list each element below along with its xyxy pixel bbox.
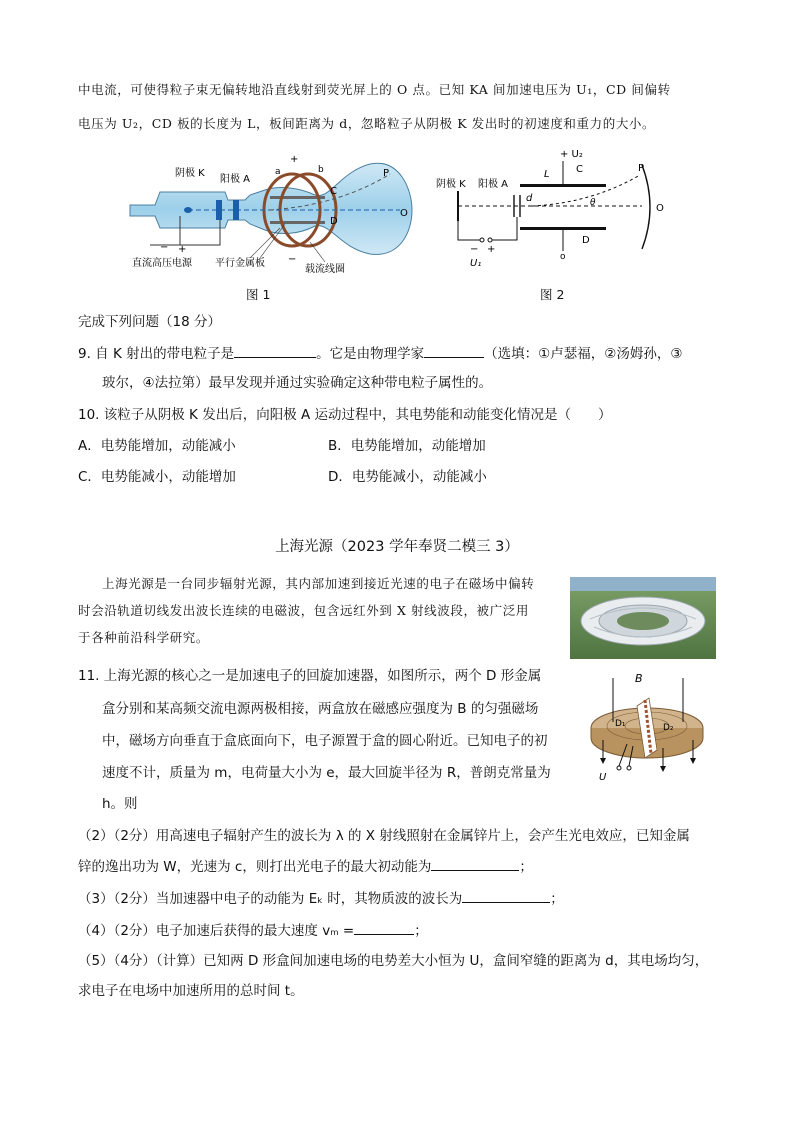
q11-part-3 xyxy=(78,888,718,909)
fig2-label-l: L xyxy=(544,169,550,180)
cyclotron-diagram xyxy=(585,670,710,782)
q11-part-4 xyxy=(78,920,718,941)
q9-text-c: （选填：①卢瑟福，②汤姆孙，③ xyxy=(484,346,683,362)
option-b[interactable]: B．电势能增加，动能增加 xyxy=(328,438,486,454)
q2-text: 锌的逸出功为 W，光速为 c，则打出光电子的最大初动能为 xyxy=(78,859,432,875)
q9-text-a: 9. 自 K 射出的带电粒子是 xyxy=(78,346,235,362)
q11-part-5-line-1: （5）（4分）（计算）已知两 D 形盒间加速电场的电势差大小恒为 U，盒间窄缝的距离为 d，其电场均匀， xyxy=(78,953,709,969)
option-c[interactable]: C．电势能减小，动能增加 xyxy=(78,469,236,485)
question-11-line-5: h。则 xyxy=(102,796,138,812)
figure-1-electron-tube xyxy=(120,150,420,280)
fig1-label-b: b xyxy=(318,165,324,175)
fig1-label-p: P xyxy=(383,168,390,179)
q4-text: （4）（2分）电子加速后获得的最大速度 vₘ = xyxy=(78,923,355,939)
fig2-theta: θ xyxy=(590,198,596,208)
figure-2-caption: 图 2 xyxy=(540,287,565,302)
shanghai-light-source-photo xyxy=(570,577,716,659)
q9-blank-physicist[interactable] xyxy=(424,343,484,358)
q11-part-2-line-2 xyxy=(78,856,718,877)
section-2-para-2: 时会沿轨道切线发出波长连续的电磁波，包含远红外到 X 射线波段，被广泛用 xyxy=(78,603,529,618)
question-9-line-1 xyxy=(78,343,718,364)
question-9-line-2: 玻尔，④法拉第）最早发现并通过实验确定这种带电粒子属性的。 xyxy=(102,375,493,391)
option-d[interactable]: D．电势能减小，动能减小 xyxy=(328,469,487,485)
figure-1-caption: 图 1 xyxy=(246,287,271,302)
q3-answer-blank[interactable] xyxy=(462,888,550,903)
fig1-label-d: D xyxy=(330,216,338,227)
section-2-para-3: 于各种前沿科学研究。 xyxy=(78,630,210,645)
q2-answer-blank[interactable] xyxy=(431,856,519,871)
q11-part-5-line-2: 求电子在电场中加速所用的总时间 t。 xyxy=(78,983,304,999)
intro-line-1: 中电流，可使得粒子束无偏转地沿直线射到荧光屏上的 O 点。已知 KA 间加速电压为 U₁，CD 间偏转 xyxy=(78,82,671,97)
cyclotron-label-u: U xyxy=(599,772,607,782)
fig1-cathode-label: 阴极 K xyxy=(175,168,205,179)
fig1-plates-label: 平行金属板 xyxy=(215,258,265,269)
q4-end: ； xyxy=(414,923,428,939)
cyclotron-label-b: B xyxy=(635,672,643,685)
q9-text-b: 。它是由物理学家 xyxy=(316,346,425,362)
fig1-coil-label: 载流线圈 xyxy=(305,264,345,275)
cyclotron-label-d1: D₁ xyxy=(615,719,626,729)
fig2-minus: − xyxy=(470,244,479,255)
fig2-label-d-gap: d xyxy=(526,193,533,204)
fig2-label-d: D xyxy=(582,235,590,246)
fig1-plus: + xyxy=(290,154,299,165)
q9-blank-particle[interactable] xyxy=(234,343,316,358)
fig2-label-o-small: o xyxy=(560,252,566,262)
q3-end: ； xyxy=(550,891,564,907)
cyclotron-label-d2: D₂ xyxy=(663,723,674,733)
fig2-label-p: P xyxy=(638,163,645,174)
question-11-line-1: 11. 上海光源的核心之一是加速电子的回旋加速器，如图所示，两个 D 形金属 xyxy=(78,668,542,684)
fig1-power-label: 直流高压电源 xyxy=(132,258,192,269)
fig1-plus-2: + xyxy=(178,244,187,255)
intro-line-2: 电压为 U₂，CD 板的长度为 L，板间距离为 d，忽略粒子从阴极 K 发出时的初速度和重力的大小。 xyxy=(78,116,656,131)
q11-part-2-line-1: （2）（2分）用高速电子辐射产生的波长为 λ 的 X 射线照射在金属锌片上，会产生光电效应，已知金属 xyxy=(78,828,690,844)
question-11-line-3: 中，磁场方向垂直于盒底面向下，电子源置于盒的圆心附近。已知电子的初 xyxy=(102,733,548,749)
fig1-label-a: a xyxy=(275,167,281,177)
section-2-para-1: 上海光源是一台同步辐射光源，其内部加速到接近光速的电子在磁场中偏转 xyxy=(102,576,535,591)
fig2-label-c: C xyxy=(576,164,583,175)
fig2-u1-label: U₁ xyxy=(470,258,482,269)
section-1-heading: 完成下列问题（18 分） xyxy=(78,314,221,330)
fig2-cathode-label: 阴极 K xyxy=(436,179,466,190)
question-11-line-2: 盒分别和某高频交流电源两极相接，两盒放在磁感应强度为 B 的匀强磁场 xyxy=(102,701,539,717)
section-2-title: 上海光源（2023 学年奉贤二模三 3） xyxy=(275,539,519,555)
fig2-anode-label: 阳极 A xyxy=(478,179,509,190)
fig1-label-c: C xyxy=(330,186,337,197)
option-a[interactable]: A．电势能增加，动能减小 xyxy=(78,438,236,454)
fig1-label-o: O xyxy=(400,208,408,219)
question-11-line-4: 速度不计，质量为 m，电荷量大小为 e，最大回旋半径为 R，普朗克常量为 xyxy=(102,765,551,781)
fig2-label-o: O xyxy=(656,203,664,214)
q3-text: （3）（2分）当加速器中电子的动能为 Eₖ 时，其物质波的波长为 xyxy=(78,891,463,907)
fig2-plus: + xyxy=(487,244,496,255)
fig1-minus: − xyxy=(288,254,297,265)
figure-2-schematic xyxy=(432,145,682,270)
q4-answer-blank[interactable] xyxy=(354,920,414,935)
fig2-u2-label: + U₂ xyxy=(560,149,583,160)
fig1-minus-2: − xyxy=(160,242,169,253)
q2-end: ； xyxy=(519,859,533,875)
fig1-anode-label: 阳极 A xyxy=(220,174,251,185)
question-10: 10. 该粒子从阴极 K 发出后，向阳极 A 运动过程中，其电势能和动能变化情况是（ ） xyxy=(78,407,612,423)
